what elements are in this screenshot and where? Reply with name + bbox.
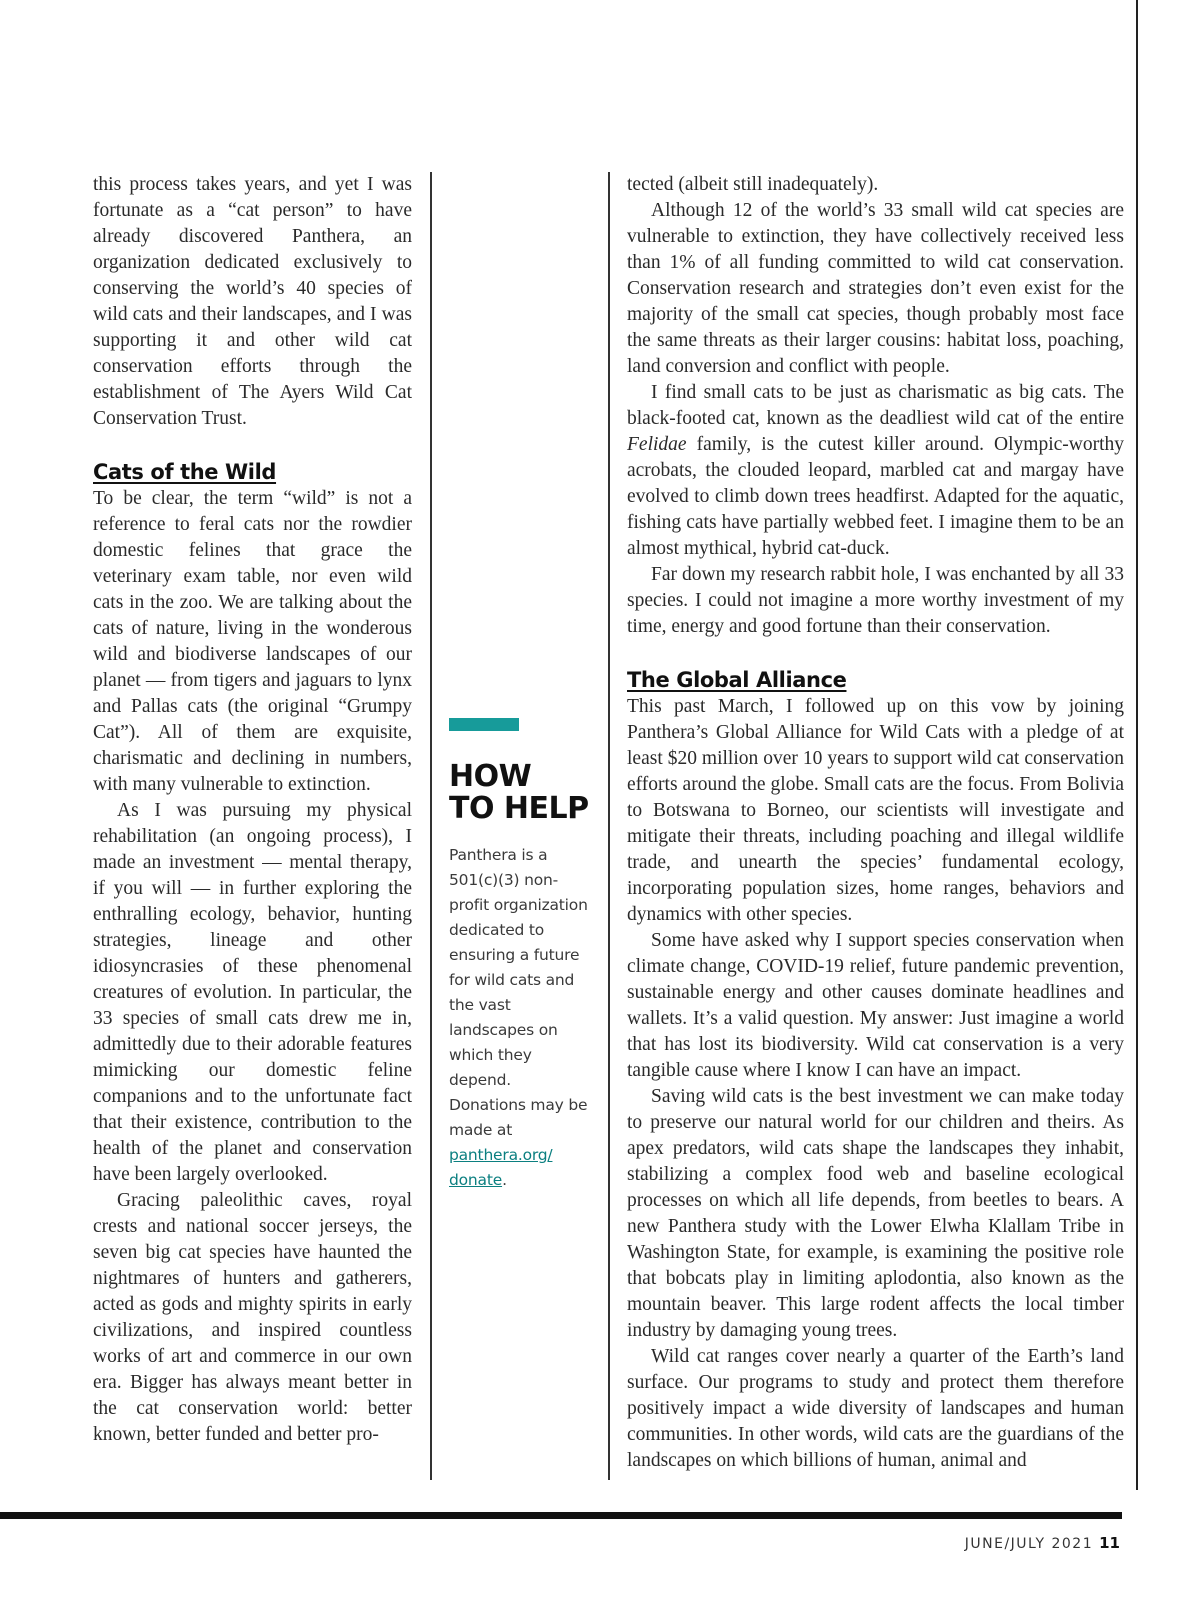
paragraph: Some have asked why I support species conservation when climate change, COVID-19 relief, future pandemic prevention, sustainable energy and other causes dominate headlines and wallets. It’s a valid question. My answer: Just imagine a world that has lost its biodiversity. Wild cat conservation is a very tangible cause where I know I can have an impact. — [627, 930, 1124, 1081]
sidebar-body-text: Panthera is a 501(c)(3) non-profit organization dedicated to ensuring a future for wild cats and the vast landscapes on which they depend. Donations may be made at — [449, 846, 588, 1139]
page-footer — [965, 1534, 1120, 1552]
sidebar-period: . — [502, 1171, 507, 1189]
paragraph: As I was pursuing my physical rehabilitation (an ongoing process), I made an investment — mental therapy, if you will — in further exploring the enthralling ecology, behavior, hunting strategies, lineage and other idiosyncrasies of these phenomenal creatures of evolution. In particular, the 33 species of small cats drew me in, admittedly due to their adorable features mimicking our domestic feline companions and to the unfortunate fact that their existence, contribution to the health of the planet and conservation have been largely overlooked. — [93, 800, 412, 1185]
column-divider-left — [430, 172, 432, 1480]
paragraph: Saving wild cats is the best investment we can make today to preserve our natural world for our children and theirs. As apex predators, wild cats shape the landscapes they inhabit, stabilizing a complex food web and baseline ecological processes on which all life depends, from beetles to bears. A new Panthera study with the Lower Elwha Klallam Tribe in Washington State, for example, is examining the positive role that bobcats play in limiting aplodontia, also known as the mountain beaver. This large rodent affects the local timber industry by damaging young trees. — [627, 1086, 1124, 1341]
paragraph: Wild cat ranges cover nearly a quarter of the Earth’s land surface. Our programs to study and protect them therefore positively impact a wide diversity of landscapes and human communities. In other words, wild cats are the guardians of the landscapes on which billions of human, animal and — [627, 1346, 1124, 1471]
column-divider-right — [608, 172, 610, 1480]
issue-date: JUNE/JULY 2021 — [964, 1536, 1094, 1552]
paragraph-text: family, is the cutest killer around. Olympic-worthy acrobats, the clouded leopard, marbled cat and margay have evolved to climb down trees headfirst. Adapted for the aquatic, fishing cats have partially webbed feet. I imagine them to be an almost mythical, hybrid cat-duck. — [627, 434, 1125, 559]
sidebar-title-line1: HOW — [449, 759, 532, 794]
paragraph — [627, 380, 1124, 562]
paragraph: Gracing paleolithic caves, royal crests and national soccer jerseys, the seven big cat species have haunted the nightmares of hunters and gatherers, acted as gods and mighty spirits in early civilizations, and inspired countless works of art and commerce in our own era. Bigger has always meant better in the cat conservation world: better known, better funded and better pro- — [93, 1190, 412, 1445]
page-number: 11 — [1099, 1534, 1120, 1552]
donate-link-line1: panthera.org/ — [449, 1146, 553, 1164]
section-heading-cats-of-the-wild: Cats of the Wild — [93, 460, 277, 484]
paragraph: tected (albeit still inadequately). — [627, 174, 879, 195]
donate-link-line2: donate — [449, 1171, 503, 1189]
italic-term: Felidae — [627, 434, 687, 455]
sidebar-body — [449, 843, 589, 1193]
section-heading-global-alliance: The Global Alliance — [627, 668, 847, 692]
how-to-help-sidebar — [449, 718, 589, 1193]
left-column — [93, 172, 412, 1448]
accent-bar — [449, 718, 519, 731]
sidebar-title — [449, 761, 589, 825]
sidebar-title-line2: TO HELP — [449, 791, 589, 826]
paragraph: Although 12 of the world’s 33 small wild cat species are vulnerable to extinction, they have collectively received less than 1% of all funding committed to wild cat conservation. Conservation research and strategies don’t even exist for the majority of the small cat species, though probably most face the same threats as their larger cousins: habitat loss, poaching, land conversion and conflict with people. — [627, 200, 1124, 377]
right-column — [627, 172, 1124, 1474]
paragraph: This past March, I followed up on this vow by joining Panthera’s Global Alliance for Wild Cats with a pledge of at least $20 million over 10 years to support wild cat conservation efforts around the globe. Small cats are the focus. From Bolivia to Botswana to Borneo, our scientists will investigate and mitigate their threats, including poaching and illegal wildlife trade, and unearth the species’ fundamental ecology, incorporating population sizes, home ranges, behaviors and dynamics with other species. — [627, 696, 1124, 925]
paragraph: Far down my research rabbit hole, I was enchanted by all 33 species. I could not imagine a more worthy investment of my time, energy and good fortune than their conservation. — [627, 564, 1124, 637]
paragraph: To be clear, the term “wild” is not a reference to feral cats nor the rowdier domestic felines that grace the veterinary exam table, nor even wild cats in the zoo. We are talking about the cats of nature, living in the wonderous wild and biodiverse landscapes of our planet — from tigers and jaguars to lynx and Pallas cats (the original “Grumpy Cat”). All of them are exquisite, charismatic and declining in numbers, with many vulnerable to extinction. — [93, 488, 412, 795]
footer-rule — [0, 1512, 1122, 1519]
donate-link[interactable] — [449, 1146, 552, 1189]
page-edge-rule — [1136, 0, 1138, 1490]
paragraph: this process takes years, and yet I was fortunate as a “cat person” to have already discovered Panthera, an organization dedicated exclusively to conserving the world’s 40 species of wild cats and their landscapes, and I was supporting it and other wild cat conservation efforts through the establishment of The Ayers Wild Cat Conservation Trust. — [93, 174, 412, 429]
paragraph-text: I find small cats to be just as charismatic as big cats. The black-footed cat, known as the deadliest wild cat of the entire — [627, 382, 1124, 429]
